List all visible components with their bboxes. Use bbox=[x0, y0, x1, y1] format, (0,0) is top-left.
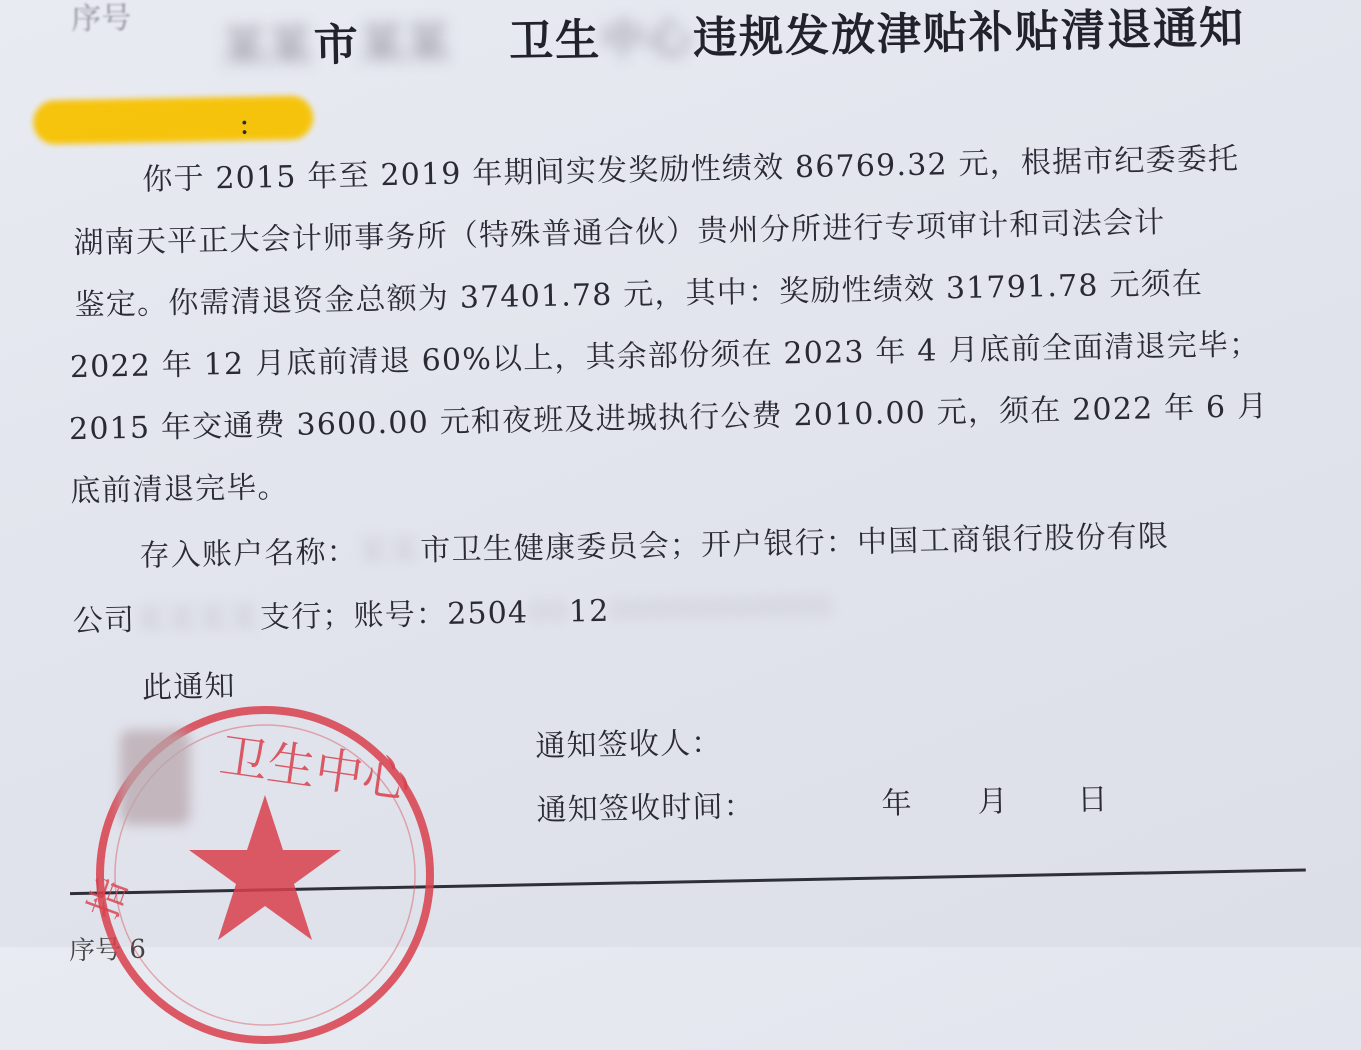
body-line-5: 2015 年交通费 3600.00 元和夜班及进城执行公费 2010.00 元，须在 2022 年 6 月 bbox=[68, 389, 1269, 448]
salutation-redaction bbox=[33, 95, 314, 144]
title-part-city: 市 bbox=[313, 19, 361, 72]
account-number-visible: 12 bbox=[568, 593, 610, 630]
bank-redaction: 某某某某 bbox=[134, 600, 261, 638]
title-redaction: 中心 bbox=[600, 13, 694, 66]
account-redaction: 某某 bbox=[357, 533, 421, 570]
month-label: 月 bbox=[977, 784, 1010, 820]
account-name: 市卫生健康委员会；开户银行：中国工商银行股份有限 bbox=[419, 519, 1170, 569]
closing-text: 此通知 bbox=[141, 668, 237, 706]
body-line-2: 湖南天平正大会计师事务所（特殊普通合伙）贵州分所进行专项审计和司法会计 bbox=[73, 205, 1166, 261]
serial-number: 序号 6 bbox=[68, 934, 147, 967]
official-seal bbox=[80, 700, 440, 1050]
seal-redaction bbox=[120, 730, 190, 825]
seal-text bbox=[216, 728, 416, 810]
seal-edge-text: 指 bbox=[80, 872, 137, 926]
account-line bbox=[139, 511, 1169, 575]
title-part-main: 违规发放津贴补贴清退通知 bbox=[692, 2, 1246, 65]
salutation-colon: : bbox=[238, 106, 250, 142]
bank-line bbox=[72, 581, 833, 640]
receipt-time-label: 通知签收时间： bbox=[536, 789, 756, 829]
body-line-4: 2022 年 12 月底前清退 60%以上，其余部份须在 2023 年 4 月底前全面清退完毕； bbox=[69, 327, 1261, 386]
bank-branch: 支行；账号：2504 bbox=[259, 595, 529, 636]
seal-star-icon bbox=[189, 795, 341, 940]
title-redaction: 某某 bbox=[221, 20, 315, 74]
receipt-time-line bbox=[536, 774, 1109, 829]
account-prefix: 存入账户名称： bbox=[139, 534, 359, 574]
body-line-6: 底前清退完毕。 bbox=[69, 469, 290, 510]
seal-text-visible: 卫生中心 bbox=[216, 727, 415, 811]
title-redaction: 某某 bbox=[359, 17, 453, 71]
account-number-redaction: 00000000000 bbox=[609, 589, 833, 629]
notice-title bbox=[221, 0, 1246, 75]
recipient-label: 通知签收人： bbox=[534, 725, 723, 765]
year-label: 年 bbox=[881, 785, 914, 822]
account-number-redaction: 00 bbox=[527, 594, 570, 631]
top-residue-text: 序号 bbox=[70, 0, 132, 37]
day-label: 日 bbox=[1077, 782, 1110, 818]
bank-prefix: 公司 bbox=[72, 602, 136, 640]
title-part-health: 卫生 bbox=[508, 14, 602, 68]
body-line-3: 鉴定。你需清退资金总额为 37401.78 元，其中：奖励性绩效 31791.78 元须在 bbox=[74, 266, 1204, 323]
body-line-1: 你于 2015 年至 2019 年期间实发奖励性绩效 86769.32 元，根据市纪委委托 bbox=[141, 141, 1240, 198]
